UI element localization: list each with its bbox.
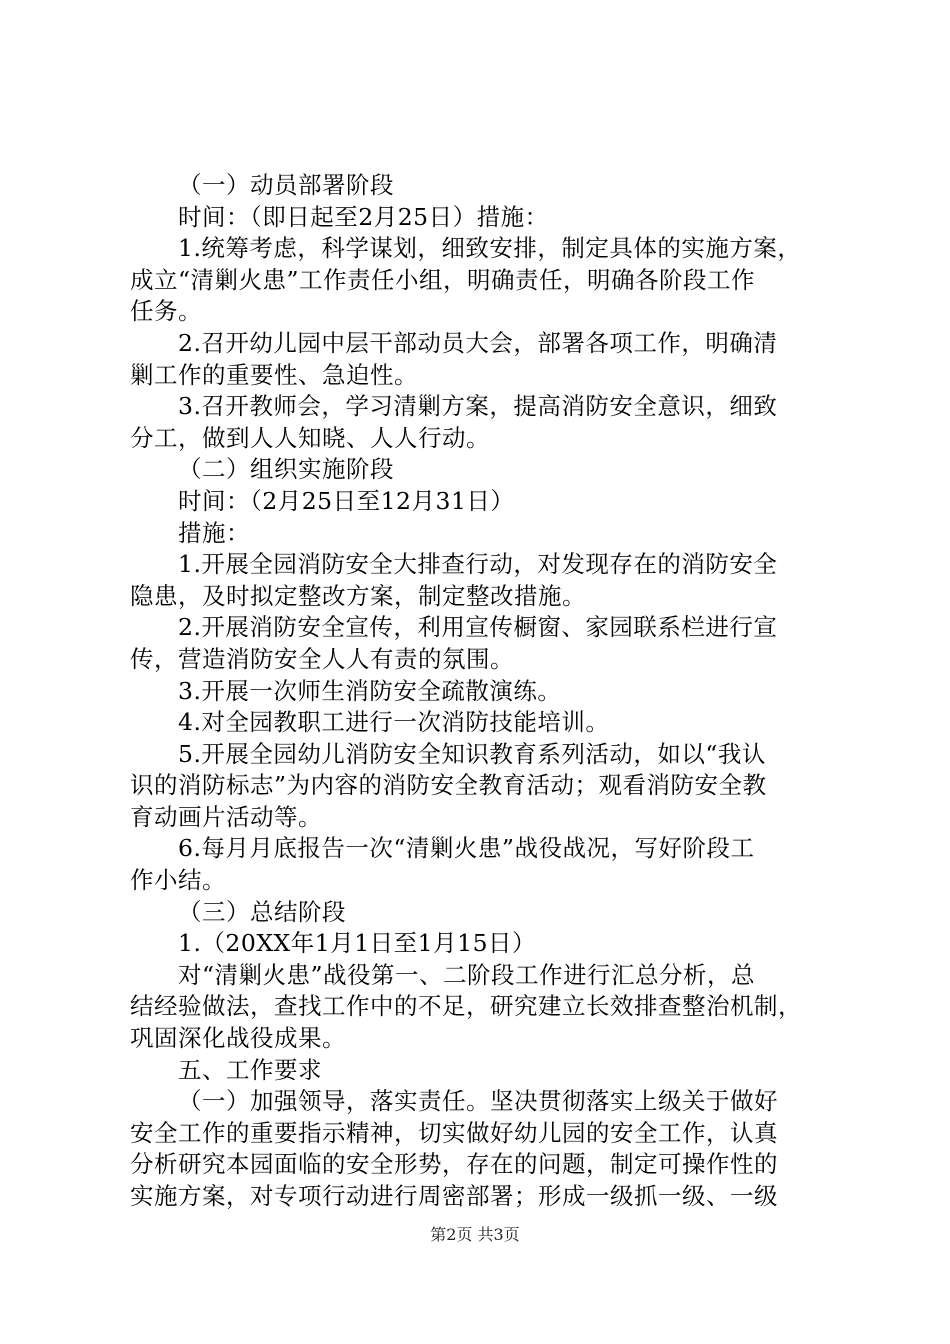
text-line: 巩固深化战役成果。: [130, 1024, 346, 1053]
text-line: 识的消防标志”为内容的消防安全教育活动；观看消防安全教: [130, 771, 767, 800]
text-line: 作小结。: [130, 866, 226, 895]
text-line: 实施方案，对专项行动进行周密部署；形成一级抓一级、一级: [130, 1182, 778, 1210]
text-line: 2.召开幼儿园中层干部动员大会，部署各项工作，明确清: [178, 328, 778, 357]
text-line: 1.开展全园消防安全大排查行动，对发现存在的消防安全: [178, 550, 778, 579]
text-line: 结经验做法，查找工作中的不足，研究建立长效排查整治机制，: [130, 992, 802, 1021]
text-line: 分工，做到人人知晓、人人行动。: [130, 423, 490, 452]
text-line: 分析研究本园面临的安全形势，存在的问题，制定可操作性的: [130, 1150, 778, 1179]
text-line: 任务。: [130, 297, 202, 326]
text-line: 时间：（2月25日至12月31日）: [178, 486, 515, 515]
text-line: 2.开展消防安全宣传，利用宣传橱窗、家园联系栏进行宣: [178, 613, 778, 642]
text-line: 3.召开教师会，学习清剿方案，提高消防安全意识，细致: [178, 392, 778, 421]
text-line: 五、工作要求: [178, 1055, 322, 1084]
text-line: 育动画片活动等。: [130, 802, 322, 831]
text-line: 措施：: [178, 518, 250, 547]
text-line: （三）总结阶段: [178, 897, 346, 926]
text-line: （二）组织实施阶段: [178, 455, 394, 484]
text-line: 对“清剿火患”战役第一、二阶段工作进行汇总分析，总: [178, 960, 756, 989]
text-line: 成立“清剿火患”工作责任小组，明确责任，明确各阶段工作: [130, 265, 756, 294]
text-line: 4.对全园教职工进行一次消防技能培训。: [178, 708, 610, 737]
text-line: 3.开展一次师生消防安全疏散演练。: [178, 676, 562, 705]
text-line: 1.（20XX年1月1日至1月15日）: [178, 929, 537, 958]
text-line: （一）加强领导，落实责任。坚决贯彻落实上级关于做好: [178, 1087, 778, 1116]
text-line: 传，营造消防安全人人有责的氛围。: [130, 644, 514, 673]
text-line: 5.开展全园幼儿消防安全知识教育系列活动，如以“我认: [178, 739, 766, 768]
text-line: 剿工作的重要性、急迫性。: [130, 360, 418, 389]
text-line: 隐患，及时拟定整改方案，制定整改措施。: [130, 581, 586, 610]
page-footer: 第2页 共3页: [430, 1225, 520, 1244]
text-line: 安全工作的重要指示精神，切实做好幼儿园的安全工作，认真: [130, 1118, 778, 1147]
text-line: 时间：（即日起至2月25日）措施：: [178, 202, 549, 231]
text-line: （一）动员部署阶段: [178, 171, 394, 199]
text-line: 1.统筹考虑，科学谋划，细致安排，制定具体的实施方案，: [178, 234, 802, 263]
text-line: 6.每月月底报告一次“清剿火患”战役战况，写好阶段工: [178, 834, 755, 863]
document-body: [130, 170, 832, 1213]
